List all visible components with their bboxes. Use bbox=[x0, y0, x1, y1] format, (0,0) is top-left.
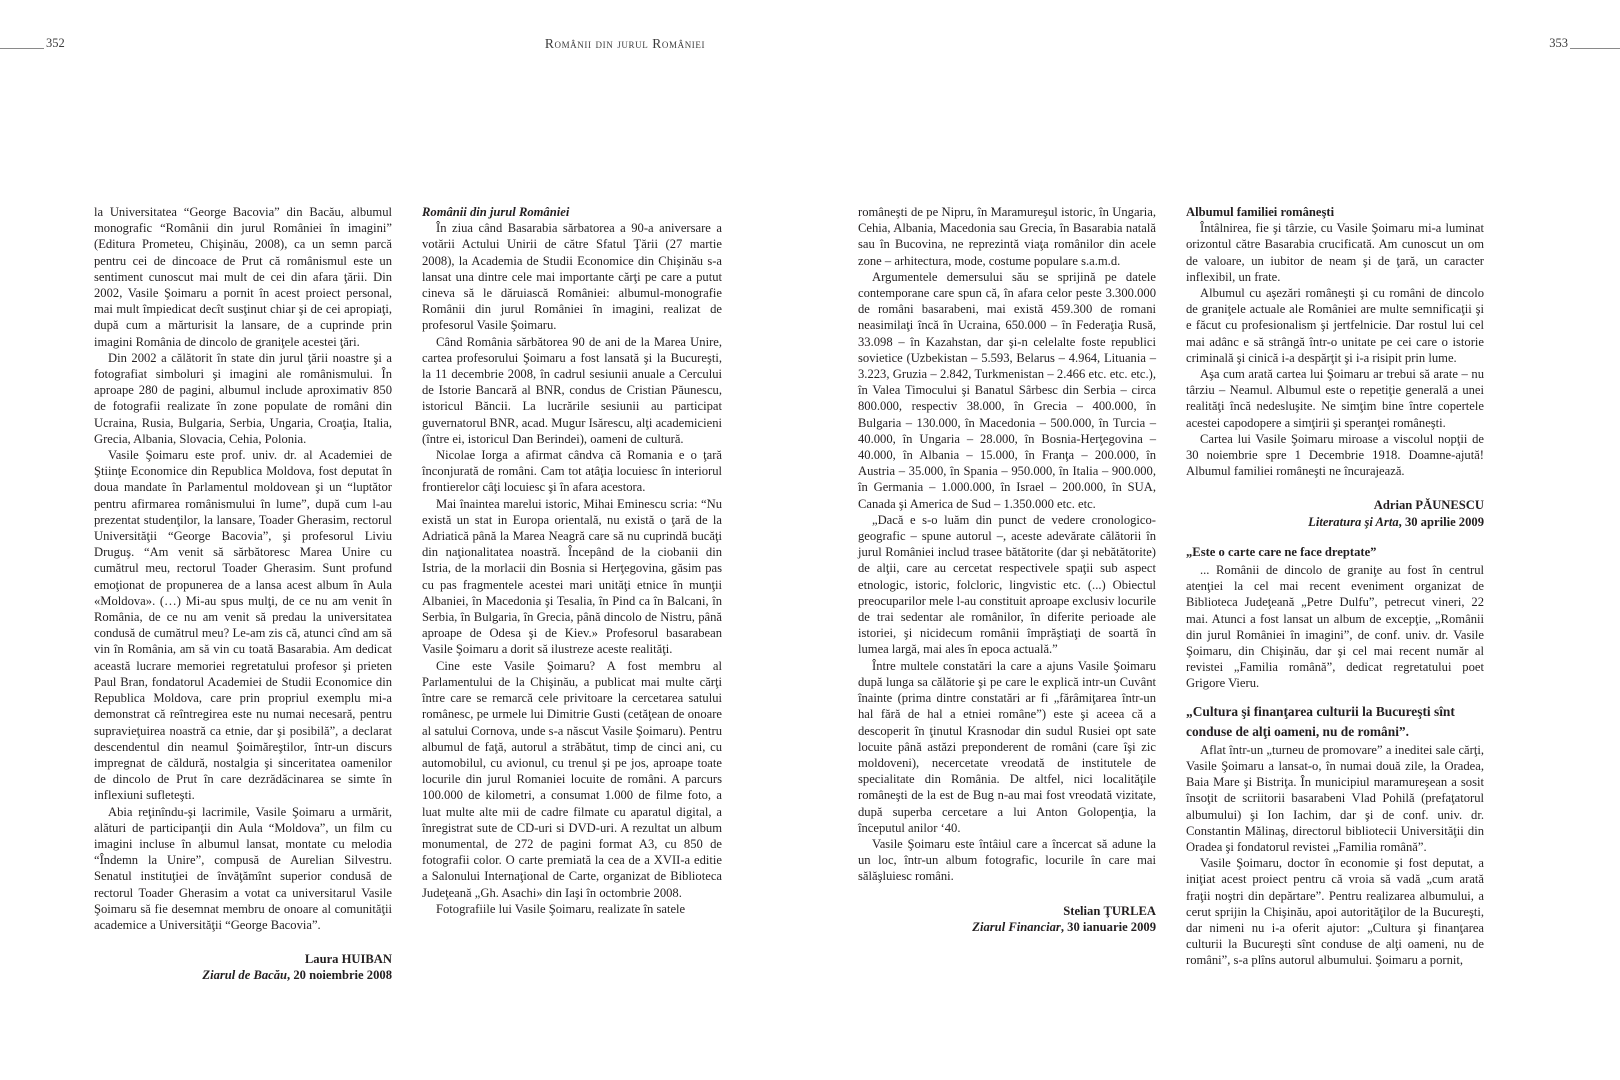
article-signature bbox=[858, 903, 1156, 935]
publication-name: Ziarul de Bacău bbox=[202, 968, 288, 983]
paragraph: Fotografiile lui Vasile Şoimaru, realizate în satele bbox=[436, 901, 686, 916]
page-number-left: 352 bbox=[46, 36, 65, 50]
paragraph: ... Românii de dincolo de graniţe au fost în centrul atenţiei la cel mai recent eveniment organizat de Biblioteca Judeţeană „Petre Dulfu”, petrecut vineri, 22 mai. Atunci a fost lansat un album de excepţie, „Românii din jurul României în imagini”, de conf. univ. dr. Vasile Şoimaru, din Chişinău, dar şi cel mai recent număr al revistei „Familia română”, dedicat regretatului poet Grigore Vieru. bbox=[1186, 563, 1484, 691]
paragraph: Cine este Vasile Şoimaru? A fost membru al Parlamentului de la Chişinău, a publicat mai multe cărţi între care se remarcă cele privitoare la cercetarea satului românesc, pe urmele lui Dimitrie Gusti (cetăţean de onoare al satului Cornova, unde s-a născut Vasile Şoimaru). Pentru albumul de faţă, autorul a străbătut, timp de cinci ani, cu automobilul, cu avionul, cu trenul şi pe jos, aproape toate locurile din jurul Romaniei locuite de români. A parcurs 100.000 de kilometri, a consumat 1.000 de filme foto, a luat multe alte mii de cadre filmate cu aparatul digital, a înregistrat sute de CD-uri si DVD-uri. A rezultat un album monumental, de 272 de pagini format A3, cu 850 de fotografii color. O carte premiată la cea de a XVII-a editie a Salonului Internaţional de Carte, organizat de Biblioteca Judeţeană „Gh. Asachi» din Iaşi în octombrie 2008. bbox=[422, 658, 722, 900]
paragraph: la Universitatea “George Bacovia” din Bacău, albumul monografic “Românii din jurul României în imagini” (Editura Prometeu, Chişinău, 2008), ca un semn parcă pentru cei de dincoace de Prut că românismul este un sentiment cunoscut mai mult de cei din afara ţării. Din 2002, Vasile Şoimaru a pornit în acest proiect personal, mai mult împiedicat decît susţinut chiar şi de cei apropiaţi, după cum a mărturisit la lansare, de a cuprinde prin imagini România de dincolo de graniţele acestei ţări. bbox=[94, 205, 392, 349]
paragraph: Vasile Şoimaru este prof. univ. dr. al Academiei de Ştiinţe Economice din Republica Moldova, fost deputat în doua mandate în Parlamentul moldovean şi un “luptător pentru afirmarea românismului în lume”, după cum l-au prezentat studenţilor, la lansare, Toader Gherasim, rectorul Universităţii “George Bacovia”, şi profesorul Liviu Druguş. “Am venit să sărbătoresc Marea Unire cu cumătrul meu, rectorul Toader Gherasim. Sunt profund emoţionat de propunerea de a lansa acest album în Aula «Moldova». (…) Mi-au spus mulţi, de ce nu am venit în România, de ce nu am venit să predau la universitatea condusă de cumătrul meu? Le-am zis că, atunci cînd am să vin în România, am să vin cu toată Basarabia. Am dedicat această lucrare memoriei regretatului profesor şi prieten Paul Bran, fondatorul Academiei de Studii Economice din Republica Moldova, care prin propriul exemplu mi-a demonstrat că reîntregirea este nu numai necesară, pentru supravieţuirea noastră ca etnie, dar şi posibilă”, a declarat descendentul din neamul Şoimăreştilor, într-un discurs impregnat de căldură, nostalgia şi sinceritatea oamenilor de dincolo de Prut în care dezrădăcinarea se simte în inflexiuni sufleteşti. bbox=[94, 448, 392, 803]
column-2 bbox=[422, 204, 722, 917]
publication-date: , 20 noiembrie 2008 bbox=[287, 968, 392, 983]
section-title: „Cultura şi finanţarea culturii la Bucureşti sînt conduse de alţi oameni, nu de români”. bbox=[1186, 703, 1455, 739]
paragraph: româneşti de pe Nipru, în Maramureşul istoric, în Ungaria, Cehia, Albania, Macedonia sau Grecia, în Basarabia natală sau în Bucovina, ne reprezintă viaţa românilor din acele zone – arhitectura, mode, costume populare s.a.m.d. bbox=[858, 205, 1156, 268]
publication-line bbox=[858, 919, 1156, 935]
paragraph: Între multele constatări la care a ajuns Vasile Şoimaru după lunga sa călătorie şi pe care le explică intr-un Cuvânt înainte (prima dintre constatări ar fi „fărâmiţarea într-un hal fără de hal a etniei române”) este şi aceea că a descoperit în ţinutul Krasnodar din sudul Rusiei opt sate locuite până astăzi preponderent de români (care îşi zic moldoveni), necercetate vreodată de institutele de specialitate din România. De altfel, nici localităţile româneşti de la est de Bug n-au mai fost vreodată vizitate, după superba cercetare a lui Anton Golopenţia, la începutul anilor ‘40. bbox=[858, 658, 1156, 835]
paragraph: Aşa cum arată cartea lui Şoimaru ar trebui să arate – nu târziu – Neamul. Albumul este o repetiţie generală a unei realităţi încă nedesluşite. Ne simţim bine între copertele acestei capodopere a simţirii şi speranţei româneşti. bbox=[1186, 367, 1484, 430]
paragraph: „Dacă e s-o luăm din punct de vedere cronologico-geografic – spune autorul –, aceste adevărate călătorii în jurul României includ trasee bătătorite (dar şi nebătătorite) de alţii, care au cercetat respectivele spaţii sub aspect etnologic, istoric, folcloric, lingvistic etc. (...) Obiectul preocuparilor mele l-au constituit aproape exclusiv locurile de trai sedentar ale românilor, în diferite perioade ale istoriei, şi nicidecum românii împrăştiaţi de soartă în lumea largă, mai ales în epoca actuală.” bbox=[858, 512, 1156, 657]
header-rule-right bbox=[1570, 48, 1620, 49]
paragraph: Vasile Şoimaru este întâiul care a încercat să adune la un loc, într-un album fotografic, locurile în care mai sălăşluiesc români. bbox=[858, 836, 1156, 884]
section-title: Albumul familiei româneşti bbox=[1186, 205, 1335, 219]
paragraph: Aflat într-un „turneu de promovare” a ineditei sale cărţi, Vasile Şoimaru a lansat-o, în numai două zile, la Oradea, Baia Mare şi Bistriţa. În municipiul maramureşean a sosit însoţit de scriitorii basarabeni Vlad Pohilă (prefaţatorul albumului) şi Ion Iachim, dar şi de conf. univ. dr. Constantin Mălinaş, directorul bibliotecii Universităţii din Oradea şi fondatorul revistei „Familia română”. bbox=[1186, 742, 1484, 854]
publication-date: , 30 aprilie 2009 bbox=[1398, 514, 1484, 529]
paragraph: Vasile Şoimaru, doctor în economie şi fost deputat, a iniţiat acest proiect pentru că vroia să vadă „cum arată fraţii noştri din depărtare”. Pentru realizarea albumului, a cerut sprijin la Chişinău, apoi autorităţilor de la Bucureşti, dar nimeni nu i-a oferit ajutor: „Cultura şi finanţarea culturii la Bucureşti sînt conduse de alţi oameni, nu de români”, s-a plîns autorul albumului. Şoimaru a pornit, bbox=[1186, 856, 1484, 968]
paragraph: Întâlnirea, fie şi târzie, cu Vasile Şoimaru mi-a luminat orizontul către Basarabia crucificată. Am cunoscut un om de valoare, un iubitor de neam şi de ţară, un caracter inflexibil, un frate. bbox=[1186, 221, 1484, 284]
paragraph: Nicolae Iorga a afirmat cândva că Romania e o ţară înconjurată de români. Cam tot atâţia locuiesc în interiorul frontierelor câţi locuiesc şi în afara acestora. bbox=[422, 448, 722, 495]
paragraph: Mai înaintea marelui istoric, Mihai Eminescu scria: “Nu există un stat in Europa orientală, nu există o ţară de la Adriatică până la Marea Neagră care să nu cuprindă bucăţi din naţionalitatea noastră. Începând de la ciobanii din Istria, de la morlacii din Bosnia si Herţegovina, găsim pas cu pas fragmentele acestei mari unităţi etnice în munţii Albaniei, în Macedonia şi Tesalia, în Pind ca în Balcani, în Serbia, în Bulgaria, în Grecia, până dincolo de Nistru, până aproape de Odesa şi de Kiev.» Profesorul basarabean Vasile Şoimaru a dorit să ilustreze aceste realităţi. bbox=[422, 496, 722, 657]
publication-name: Ziarul Financiar bbox=[972, 919, 1061, 934]
paragraph: Abia reţinîndu-şi lacrimile, Vasile Şoimaru a urmărit, alături de participanţii din Aula “Moldova”, un film cu imagini incluse în albumul lansat, montate cu melodia “Îndemn la Unire”, compusă de Aurelian Silvestru. Senatul instituţiei de învăţămînt superior condusă de rectorul Toader Gherasim a votat ca universitarul Vasile Şoimaru să fie desemnat membru de onoare al comunităţii academice a Universităţii “George Bacovia”. bbox=[94, 804, 392, 932]
article-signature bbox=[1186, 497, 1484, 529]
paragraph: Argumentele demersului său se sprijină pe datele contemporane care spun că, în afara celor peste 3.300.000 de români basarabeni, mai există 459.300 de romani neasimilaţi încă în Ucraina, 650.000 – în Federaţia Rusă, 33.098 – în Kazahstan, dar şi-n celelalte foste republici sovietice (Uzbekistan – 5.593, Belarus – 4.964, Lituania – 3.223, Gruzia – 2.842, Turkmenistan – 2.466 etc. etc. etc.), în Valea Timocului şi Banatul Sârbesc din Serbia – circa 800.000, respectiv 38.000, în Grecia – 400.000, în Bulgaria – 130.000, în Macedonia – 500.000, în Turcia – 40.000, în Ungaria – 28.000, în Bosnia-Herţegovina – 40.000, în Albania – 15.000, în Franţa – 200.000, în Austria – 35.000, în Spania – 950.000, în Italia – 900.000, în Germania – 1.000.000, în Israel – 200.000, în SUA, Canada şi America de Sud – 1.350.000 etc. etc. bbox=[858, 269, 1156, 511]
section-title: „Este o carte care ne face dreptate” bbox=[1186, 544, 1377, 559]
running-head-title: Românii din jurul României bbox=[544, 36, 706, 51]
paragraph: Din 2002 a călătorit în state din jurul ţării noastre şi a fotografiat simboluri şi imagini ale românismului. În aproape 280 de pagini, albumul include aproximativ 850 de fotografii realizate în zone populate de români din Ucraina, Rusia, Bulgaria, Serbia, Ungaria, Croaţia, Italia, Grecia, Albania, Slovacia, Cehia, Polonia. bbox=[94, 350, 392, 446]
paragraph: Când România sărbătorea 90 de ani de la Marea Unire, cartea profesorului Şoimaru a fost lansată şi la Bucureşti, la 11 decembrie 2008, în cadrul sesiunii anuale a Cercului de Istorie Bancară al BNR, condus de Cristian Păunescu, istoricul Băncii. La lucrările sesiunii au participat guvernatorul BNR, acad. Mugur Isărescu, alţi academicieni (între ei, istoricul Dan Berindei), oameni de cultură. bbox=[422, 334, 722, 446]
column-4 bbox=[1186, 204, 1484, 969]
section-title: Românii din jurul României bbox=[422, 205, 570, 219]
paragraph: În ziua când Basarabia sărbatorea a 90-a aniversare a votării Actului Unirii de către Sfatul Ţării (27 martie 2008), la Academia de Studii Economice din Chişinău s-a lansat una dintre cele mai importante cărţi pe care a putut cineva să le dăruiască României: albumul-monografie Românii din jurul României în imagini, realizat de profesorul Vasile Şoimaru. bbox=[422, 221, 722, 333]
publication-line bbox=[1186, 514, 1484, 530]
author-name: Stelian ŢURLEA bbox=[1063, 903, 1156, 918]
publication-line bbox=[94, 967, 392, 983]
page-number-right: 353 bbox=[1549, 36, 1568, 50]
column-3 bbox=[858, 204, 1156, 935]
paragraph: Albumul cu aşezări româneşti şi cu români de dincolo de graniţele actuale ale României are multe semnificaţii şi e făcut cu profesionalism şi jertfelnicie. Dar rostul lui cel mai adânc e să strângă într-o unitate pe cei care o istorie criminală şi cinică i-a despărţit şi i-a risipit prin lume. bbox=[1186, 286, 1484, 365]
author-name: Adrian PĂUNESCU bbox=[1373, 498, 1484, 513]
article-signature bbox=[94, 951, 392, 983]
paragraph: Cartea lui Vasile Şoimaru miroase a viscolul nopţii de 30 noiembrie spre 1 Decembrie 1918. Doamne-ajută! Albumul familiei româneşti ne încurajează. bbox=[1186, 431, 1484, 479]
publication-date: , 30 ianuarie 2009 bbox=[1060, 919, 1156, 934]
author-name: Laura HUIBAN bbox=[304, 952, 392, 967]
publication-name: Literatura şi Arta bbox=[1308, 514, 1399, 529]
column-1 bbox=[94, 204, 392, 984]
